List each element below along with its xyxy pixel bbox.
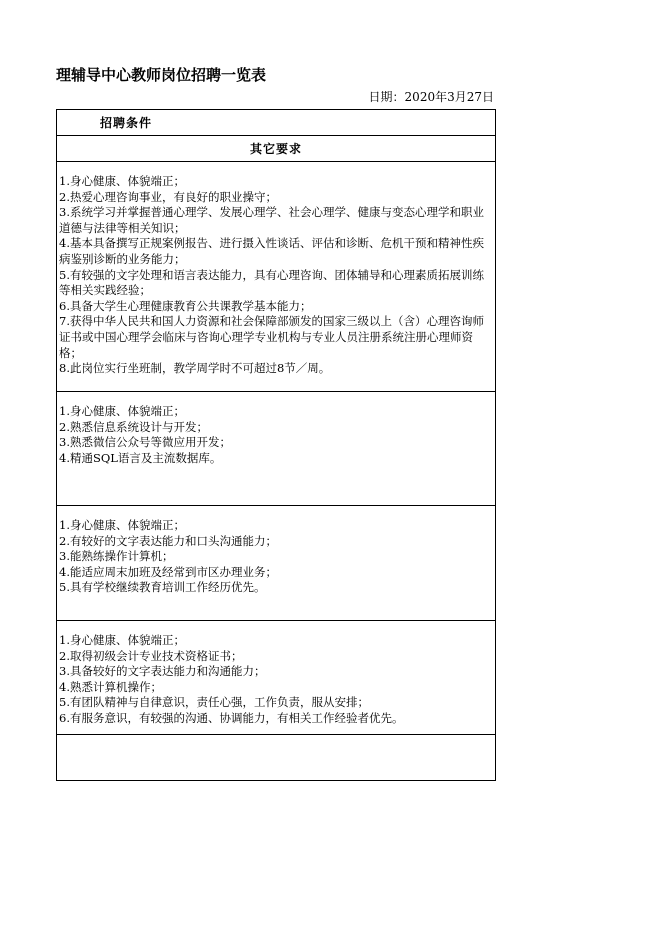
requirement-line: 3.能熟练操作计算机； xyxy=(59,549,174,564)
requirement-line: 7.获得中华人民共和国人力资源和社会保障部颁发的国家三级以上（含）心理咨询师证书或中国心理学会临床与咨询心理学专业机构与专业人员注册系统注册心理师资格； xyxy=(59,314,484,360)
requirement-line: 1.身心健康、体貌端正； xyxy=(59,633,185,647)
requirement-line: 4.能适应周末加班及经常到市区办理业务； xyxy=(59,564,277,579)
requirement-line: 5.具有学校继续教育培训工作经历优先。 xyxy=(59,580,266,595)
requirements-cell xyxy=(57,162,495,392)
requirement-line: 4.精通SQL语言及主流数据库。 xyxy=(59,450,222,465)
requirement-line: 2.熟悉信息系统设计与开发； xyxy=(59,419,208,434)
requirement-line: 6.具备大学生心理健康教育公共课教学基本能力； xyxy=(59,298,312,313)
requirement-line: 4.基本具备撰写正规案例报告、进行摄入性谈话、评估和诊断、危机干预和精神性疾病鉴别诊断的业务能力； xyxy=(59,236,484,266)
requirement-line: 1.身心健康、体貌端正； xyxy=(59,404,185,418)
requirement-line: 2.取得初级会计专业技术资格证书； xyxy=(59,648,243,663)
requirement-line: 2.有较好的文字表达能力和口头沟通能力； xyxy=(59,533,277,548)
requirement-line: 8.此岗位实行坐班制，教学周学时不可超过8节／周。 xyxy=(59,361,331,376)
requirement-line: 5.有较强的文字处理和语言表达能力，具有心理咨询、团体辅导和心理素质拓展训练等相关实践经验； xyxy=(59,267,484,298)
requirements-cell xyxy=(57,621,495,735)
requirement-line: 4.熟悉计算机操作； xyxy=(59,679,162,694)
requirement-line: 3.熟悉微信公众号等微应用开发； xyxy=(59,435,231,450)
requirement-line: 2.热爱心理咨询事业，有良好的职业操守； xyxy=(59,189,277,204)
header-other-requirements: 其它要求 xyxy=(57,136,495,162)
requirements-cell xyxy=(57,735,495,780)
requirements-cell xyxy=(57,506,495,621)
requirement-line: 1.身心健康、体貌端正； xyxy=(59,174,185,188)
requirement-line: 5.有团队精神与自律意识，责任心强，工作负责，服从安排； xyxy=(59,695,369,710)
page-title: 理辅导中心教师岗位招聘一览表 xyxy=(56,66,267,84)
recruitment-table xyxy=(56,109,496,781)
requirement-line: 3.系统学习并掌握普通心理学、发展心理学、社会心理学、健康与变态心理学和职业道德与法律等相关知识； xyxy=(59,205,484,235)
requirement-line: 6.有服务意识，有较强的沟通、协调能力，有相关工作经验者优先。 xyxy=(59,710,404,725)
header-recruitment-conditions: 招聘条件 xyxy=(57,110,495,136)
requirement-line: 3.具备较好的文字表达能力和沟通能力； xyxy=(59,664,266,679)
date-label: 日期：2020年3月27日 xyxy=(368,90,494,104)
requirements-cell xyxy=(57,392,495,506)
requirement-line: 1.身心健康、体貌端正； xyxy=(59,518,185,532)
